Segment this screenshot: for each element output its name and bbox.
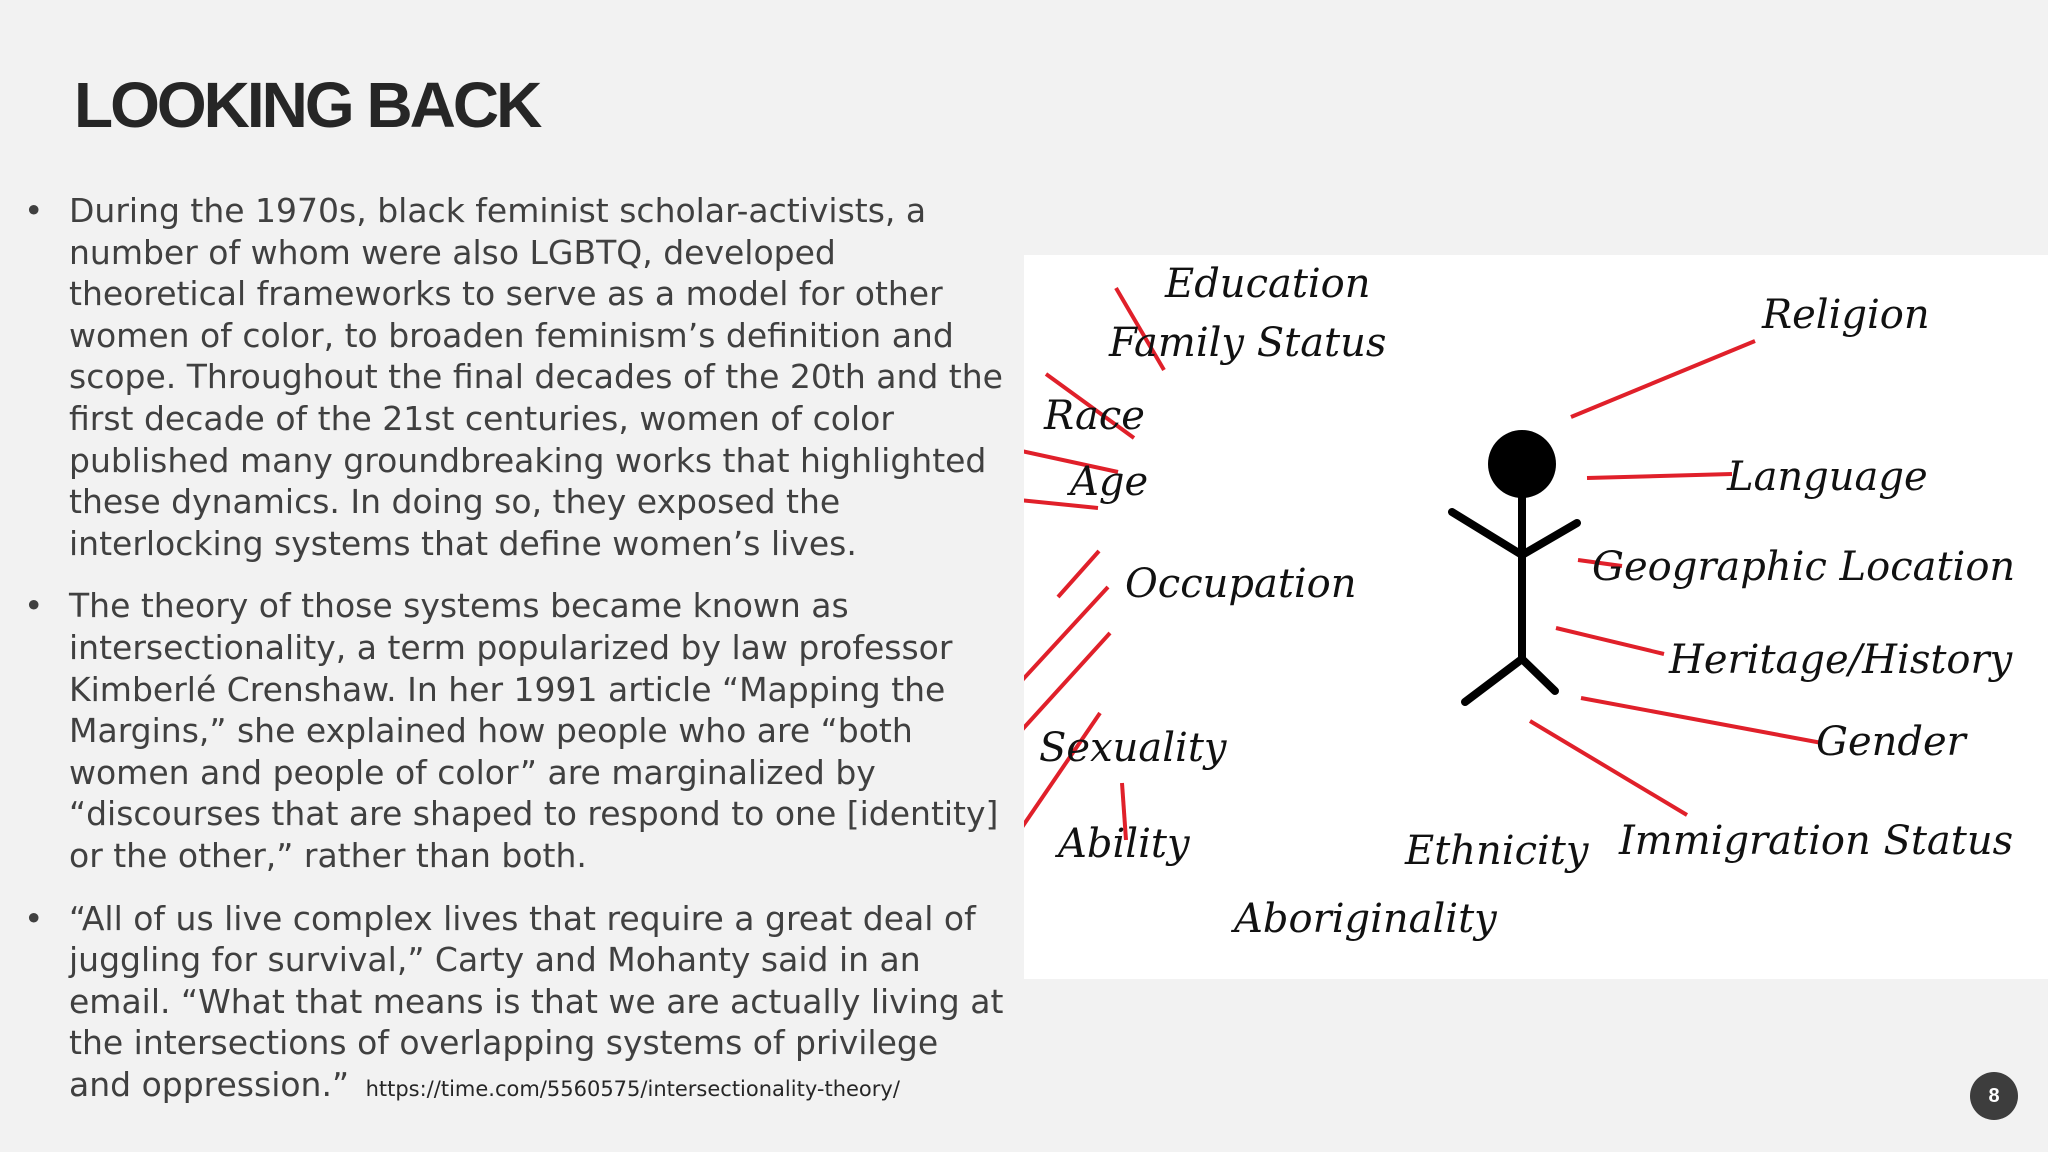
stick-figure-right-arm bbox=[1522, 523, 1577, 555]
bullet-item bbox=[24, 898, 1009, 1111]
stick-figure-left-leg bbox=[1465, 659, 1522, 702]
connector-religion bbox=[1571, 341, 1755, 417]
label-ability: Ability bbox=[1058, 821, 1190, 867]
label-family-status: Family Status bbox=[1109, 320, 1387, 366]
bullet-item bbox=[24, 190, 1009, 564]
label-geographic-location: Geographic Location bbox=[1592, 544, 2016, 590]
stick-figure-head bbox=[1488, 430, 1556, 498]
label-ethnicity: Ethnicity bbox=[1405, 828, 1589, 874]
bullet-text: During the 1970s, black feminist scholar-activists, a number of whom were also LGBTQ, developed theoretical frameworks to serve as a model for other women of color, to broaden feminism’s definition and scope. Throughout the final decades of the 20th and the first decade of the 21st centuries, women of color published many groundbreaking works that highlighted these dynamics. In doing so, they exposed the interlocking systems that define women’s lives. bbox=[69, 191, 1003, 563]
stick-figure-right-leg bbox=[1522, 659, 1555, 691]
label-immigration-status: Immigration Status bbox=[1619, 818, 2014, 864]
bullet-text: The theory of those systems became known as intersectionality, a term popularized by law professor Kimberlé Crenshaw. In her 1991 article “Mapping the Margins,” she explained how people who are “both women and people of color” are marginalized by “discourses that are shaped to respond to one [identity] or the other,” rather than both. bbox=[69, 586, 999, 875]
diagram-labels bbox=[1039, 261, 2015, 942]
connector-heritage-history bbox=[1556, 628, 1664, 654]
slide-title: LOOKING BACK bbox=[74, 69, 540, 141]
label-race: Race bbox=[1044, 393, 1145, 439]
label-heritage-history: Heritage/History bbox=[1669, 637, 2013, 683]
bullet-list bbox=[24, 190, 1009, 1131]
page-number-badge: 8 bbox=[1970, 1072, 2018, 1120]
source-link[interactable]: https://time.com/5560575/intersectionality-theory/ bbox=[365, 1076, 900, 1101]
label-religion: Religion bbox=[1762, 292, 1930, 338]
label-aboriginality: Aboriginality bbox=[1234, 896, 1497, 942]
bullet-text: “All of us live complex lives that require a great deal of juggling for survival,” Carty and Mohanty said in an email. “What that means is that we are actually living at the intersections of overlapping systems of privilege and oppression.” bbox=[69, 898, 1004, 1104]
bullet-marker: • bbox=[24, 191, 44, 230]
connector-gender bbox=[1581, 698, 1822, 743]
bullet-marker: • bbox=[24, 898, 44, 938]
label-language: Language bbox=[1727, 454, 1928, 500]
label-education: Education bbox=[1165, 261, 1371, 307]
bullet-marker: • bbox=[24, 586, 44, 626]
label-gender: Gender bbox=[1816, 719, 1966, 765]
label-age: Age bbox=[1070, 459, 1149, 505]
identity-diagram bbox=[1024, 255, 2048, 979]
label-occupation: Occupation bbox=[1125, 561, 1357, 607]
connector-occupation bbox=[1058, 551, 1099, 597]
label-sexuality: Sexuality bbox=[1039, 725, 1227, 771]
stick-figure-left-arm bbox=[1452, 512, 1522, 555]
bullet-item bbox=[24, 585, 1009, 876]
identity-diagram-svg bbox=[1024, 255, 2048, 979]
connector-immigration-status bbox=[1530, 721, 1687, 815]
stick-figure bbox=[1452, 430, 1577, 702]
connector-language bbox=[1587, 474, 1732, 478]
